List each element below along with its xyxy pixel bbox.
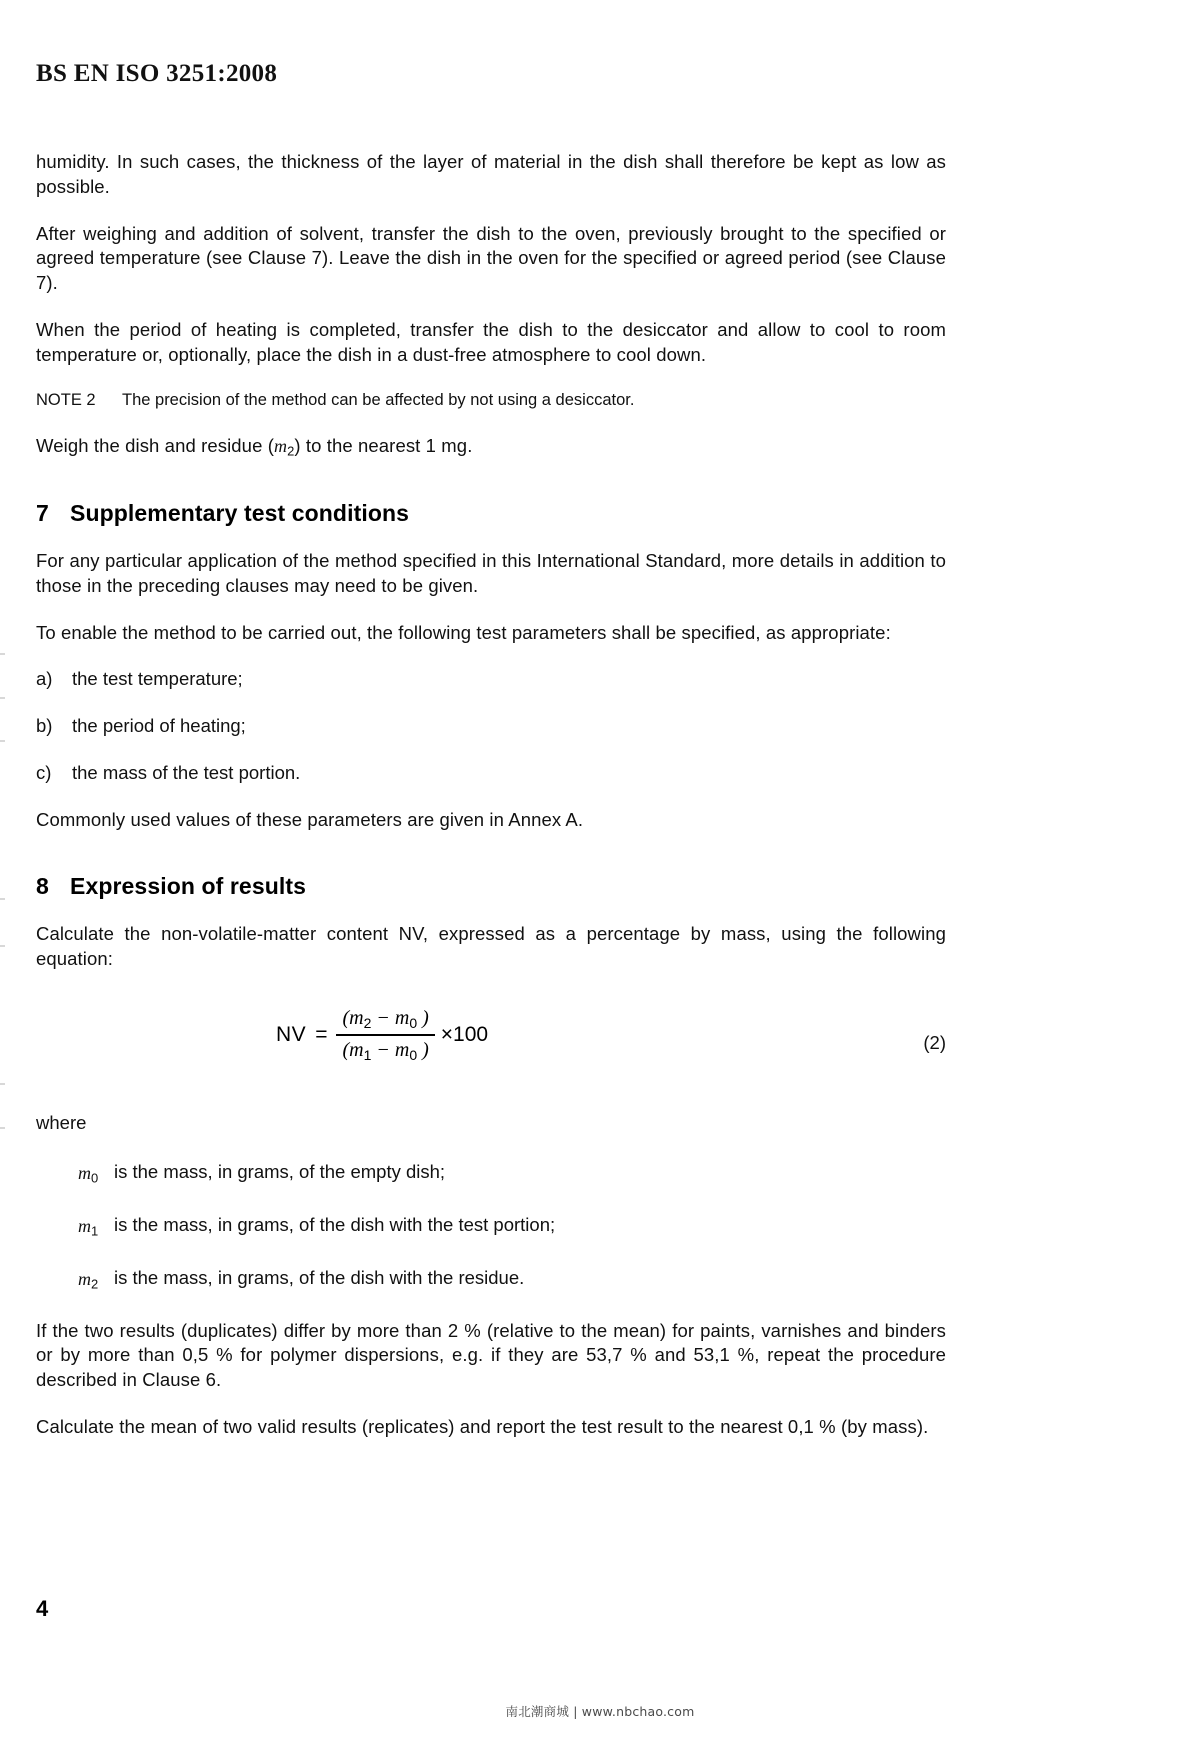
list-item-marker: a) <box>36 668 53 690</box>
clause-8-heading <box>36 873 946 901</box>
definition-symbol-subscript: 2 <box>91 1276 99 1292</box>
weigh-suffix: ) to the nearest 1 mg. <box>294 434 473 456</box>
scan-edge-mark <box>0 653 5 655</box>
clause-7-lead-in: To enable the method to be carried out, the following test parameters shall be specified, as appropriate: <box>36 621 891 643</box>
symbol-m2 <box>273 435 295 459</box>
symbol-m2-letter: m <box>273 435 288 456</box>
symbol-m2-subscript: 2 <box>287 443 295 459</box>
definition-text: is the mass, in grams, of the empty dish; <box>114 1160 446 1182</box>
where-label: where <box>36 1111 87 1133</box>
running-header: BS EN ISO 3251:2008 <box>36 60 278 87</box>
equation-lhs: NV <box>276 1022 307 1046</box>
definition-text: is the mass, in grams, of the dish with the residue. <box>114 1266 525 1288</box>
definition-item <box>36 1160 946 1187</box>
definition-item <box>36 1213 946 1240</box>
denominator-subscript-2: 0 <box>409 1046 418 1063</box>
list-item <box>36 761 946 786</box>
numerator-symbol-2: m <box>394 1006 410 1029</box>
document-body <box>36 150 946 1440</box>
clause-8-title: Expression of results <box>70 872 307 899</box>
paragraph-mean-result: Calculate the mean of two valid results (replicates) and report the test result to the nearest 0,1 % (by mass). <box>36 1416 929 1438</box>
weigh-prefix: Weigh the dish and residue ( <box>36 434 274 456</box>
denominator-symbol-1: m <box>349 1038 364 1061</box>
denominator-subscript-1: 1 <box>363 1046 372 1063</box>
list-item-marker: b) <box>36 715 53 737</box>
list-item-label: the test temperature; <box>72 668 243 690</box>
clause-8-intro: Calculate the non-volatile-matter content NV, expressed as a percentage by mass, using the following equation: <box>36 923 946 969</box>
clause-7-title: Supplementary test conditions <box>70 499 410 526</box>
definition-symbol-subscript: 0 <box>91 1170 99 1186</box>
scan-edge-mark <box>0 740 5 742</box>
equation-block <box>36 1006 946 1082</box>
scan-edge-mark <box>0 1083 5 1085</box>
scan-edge-mark <box>0 945 5 947</box>
numerator-subscript-1: 2 <box>363 1014 372 1031</box>
paragraph-weigh-dish <box>36 434 946 460</box>
scan-edge-mark <box>0 1127 5 1129</box>
definition-symbol-subscript: 1 <box>91 1223 99 1239</box>
equation-numerator <box>336 1006 434 1034</box>
equation-equals-sign: = <box>315 1022 328 1046</box>
definition-symbol-letter: m <box>78 1215 91 1236</box>
equation-denominator <box>336 1036 434 1064</box>
equation-fraction <box>336 1006 434 1064</box>
definition-item <box>36 1266 946 1293</box>
numerator-open-paren: ( <box>342 1006 350 1029</box>
equation-number: (2) <box>923 1031 946 1053</box>
denominator-symbol-2: m <box>394 1038 410 1061</box>
scan-edge-mark <box>0 898 5 900</box>
definition-symbol <box>78 1160 114 1187</box>
clause-7-closing: Commonly used values of these parameters are given in Annex A. <box>36 808 584 830</box>
clause-7-number: 7 <box>36 499 49 526</box>
paragraph-heating-completed: When the period of heating is completed, transfer the dish to the desiccator and allow to cool to room temperature or, optionally, place the dish in a dust-free atmosphere to cool down. <box>36 318 946 365</box>
note-2-label: NOTE 2 <box>36 391 96 410</box>
clause-7-heading <box>36 500 946 528</box>
list-item-marker: c) <box>36 762 52 784</box>
scan-edge-mark <box>0 697 5 699</box>
definition-symbol-letter: m <box>78 1268 91 1289</box>
clause-8-number: 8 <box>36 872 49 899</box>
list-item <box>36 667 946 692</box>
paragraph-after-weighing: After weighing and addition of solvent, transfer the dish to the oven, previously brought to the specified or agreed temperature (see Clause 7). Leave the dish in the oven for the specified or agreed period (see Clause 7). <box>36 222 946 294</box>
note-2 <box>36 389 946 411</box>
equation-nv <box>276 1006 488 1064</box>
list-item <box>36 714 946 739</box>
definition-text: is the mass, in grams, of the dish with the test portion; <box>114 1213 556 1235</box>
page-number: 4 <box>36 1596 49 1621</box>
denominator-close-paren: ) <box>417 1038 429 1061</box>
list-item-label: the mass of the test portion. <box>72 762 301 784</box>
numerator-symbol-1: m <box>349 1006 364 1029</box>
note-2-text: The precision of the method can be affected by not using a desiccator. <box>122 391 635 410</box>
equation-multiplier: ×100 <box>440 1022 489 1046</box>
definition-symbol <box>78 1213 114 1240</box>
numerator-subscript-2: 0 <box>409 1014 418 1031</box>
denominator-minus: − <box>371 1038 395 1061</box>
paragraph-duplicates: If the two results (duplicates) differ by more than 2 % (relative to the mean) for paints, varnishes and binders or by more than 0,5 % for polymer dispersions, e.g. if they are 53,7 % and 53,1 %, repeat the procedure described in Clause 6. <box>36 1319 946 1391</box>
definition-symbol <box>78 1266 114 1293</box>
paragraph-humidity: humidity. In such cases, the thickness of the layer of material in the dish shall therefore be kept as low as possible. <box>36 151 946 197</box>
numerator-close-paren: ) <box>417 1006 429 1029</box>
watermark-footer: 南北潮商城 | www.nbchao.com <box>505 1704 695 1719</box>
denominator-open-paren: ( <box>342 1038 350 1061</box>
numerator-minus: − <box>371 1006 395 1029</box>
list-item-label: the period of heating; <box>72 715 246 737</box>
clause-7-intro: For any particular application of the method specified in this International Standard, more details in addition to those in the preceding clauses may need to be given. <box>36 550 946 596</box>
definition-symbol-letter: m <box>78 1162 91 1183</box>
